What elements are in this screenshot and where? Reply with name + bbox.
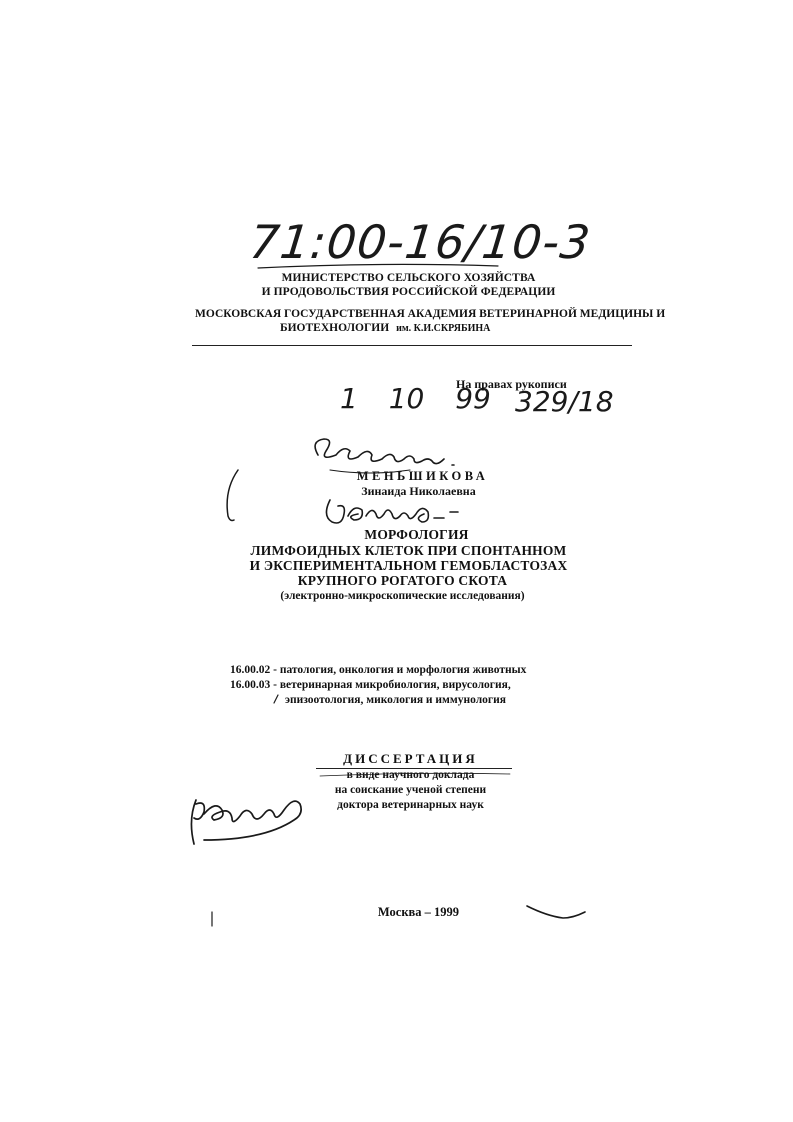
bracket-mark — [227, 470, 238, 521]
rights-note: На правах рукописи — [456, 377, 567, 391]
city-year: Москва – 1999 — [377, 905, 460, 919]
handwritten-reg-number: 329/18 — [515, 385, 614, 418]
dissertation-heading: ДИССЕРТАЦИЯ — [343, 751, 478, 766]
title-line-2: ЛИМФОИДНЫХ КЛЕТОК ПРИ СПОНТАННОМ — [250, 543, 567, 558]
title-line-4: КРУПНОГО РОГАТОГО СКОТА — [297, 573, 508, 588]
title-line-3: И ЭКСПЕРИМЕНТАЛЬНОМ ГЕМОБЛАСТОЗАХ — [249, 558, 568, 573]
dissertation-line-1: в виде научного доклада — [346, 769, 475, 781]
signature-top-tail — [330, 470, 410, 473]
specialty-line-1: 16.00.02 - патология, онкология и морфология животных — [230, 664, 527, 676]
diss-scribble — [320, 773, 510, 776]
academy-line-2-name: им. К.И.СКРЯБИНА — [396, 323, 491, 334]
academy-line-1: МОСКОВСКАЯ ГОСУДАРСТВЕННАЯ АКАДЕМИЯ ВЕТЕРИНАРНОЙ МЕДИЦИНЫ И — [195, 308, 666, 320]
academy-line-2-main: БИОТЕХНОЛОГИИ — [280, 322, 390, 334]
signature-lower-left — [191, 800, 301, 844]
ministry-line-1: МИНИСТЕРСТВО СЕЛЬСКОГО ХОЗЯЙСТВА — [281, 272, 536, 284]
catalog-underline-mark — [258, 264, 498, 268]
ministry-line-2: И ПРОДОВОЛЬСТВИЯ РОССИЙСКОЙ ФЕДЕРАЦИИ — [261, 286, 556, 298]
handwritten-date-mark: 1 10 99 — [340, 382, 491, 415]
title-subtitle: (электронно-микроскопические исследования) — [280, 590, 525, 602]
specialty-line-3: эпизоотология, микология и иммунология — [285, 694, 506, 706]
signature-top — [315, 439, 454, 465]
dissertation-line-3: доктора ветеринарных наук — [337, 799, 484, 811]
specialty-line-2: 16.00.03 - ветеринарная микробиология, вирусология, — [230, 679, 511, 691]
signature-middle — [326, 500, 458, 523]
flourish-right — [527, 906, 585, 918]
tick-mark-spec — [274, 695, 278, 703]
author-name: Зинаида Николаевна — [361, 484, 476, 498]
author-surname: МЕНЬШИКОВА — [356, 469, 489, 483]
dissertation-line-2: на соискание ученой степени — [334, 784, 487, 796]
handwritten-catalog-number: 71:00-16/10-3 — [247, 215, 594, 269]
title-line-1: МОРФОЛОГИЯ — [364, 527, 469, 542]
